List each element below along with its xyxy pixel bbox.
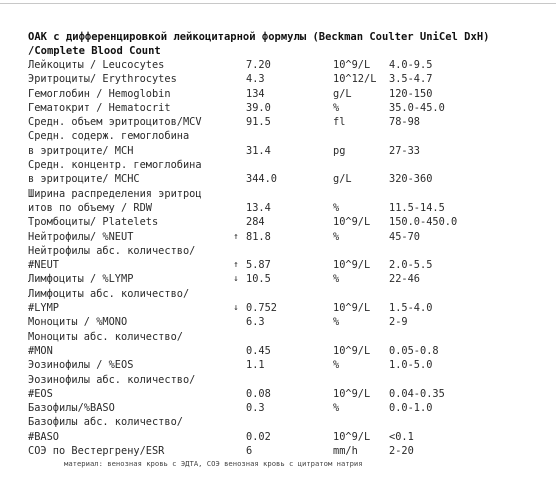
result-value: 6.3 (246, 316, 265, 329)
reference-range: 4.0-9.5 (389, 59, 433, 71)
table-row (28, 215, 548, 229)
result-unit: % (333, 402, 340, 415)
table-row (28, 315, 548, 329)
result-unit: 10^9/L (333, 216, 371, 229)
result-unit: pg (333, 144, 346, 157)
result-unit: g/L (333, 87, 352, 100)
result-value: 0.02 (246, 430, 271, 443)
result-value: 344.0 (246, 173, 277, 186)
table-row (28, 244, 548, 258)
report-title-line-2: /Complete Blood Count (28, 45, 161, 57)
test-name: Эозинофилы / %EOS (28, 359, 134, 372)
table-row (28, 258, 548, 272)
reference-range: 0.05-0.8 (389, 344, 439, 357)
result-value: 31.4 (246, 144, 271, 157)
result-unit: g/L (333, 173, 352, 186)
table-row (28, 401, 548, 415)
result-unit: % (333, 201, 340, 214)
reference-range: 320-360 (389, 173, 433, 186)
test-name: Средн. концентр. гемоглобина (28, 159, 202, 172)
test-name: Эозинофилы абс. количество/ (28, 373, 196, 386)
table-row (28, 58, 548, 72)
table-row (28, 115, 548, 129)
page-top-divider (0, 3, 556, 4)
test-name: Моноциты / %MONO (28, 316, 128, 329)
table-row (28, 272, 548, 286)
result-unit: % (333, 359, 340, 372)
result-value: 13.4 (246, 201, 271, 214)
table-row (28, 287, 548, 301)
table-row (28, 230, 548, 244)
abnormal-flag-icon: ↑ (233, 231, 239, 242)
reference-range: 78-98 (389, 116, 420, 129)
test-name: Эритроциты/ Erythrocytes (28, 73, 177, 86)
reference-range: 3.5-4.7 (389, 73, 433, 86)
result-value: 0.45 (246, 344, 271, 357)
table-row (28, 301, 548, 315)
test-name: в эритроците/ MCHC (28, 173, 140, 186)
report-title (28, 30, 548, 58)
reference-range: 1.0-5.0 (389, 359, 433, 372)
reference-range: 11.5-14.5 (389, 201, 445, 214)
test-name: в эритроците/ MCH (28, 144, 134, 157)
table-row (28, 144, 548, 158)
reference-range: 35.0-45.0 (389, 101, 445, 114)
test-name: Средн. содерж. гемоглобина (28, 130, 190, 143)
abnormal-flag-icon: ↓ (233, 303, 239, 314)
table-row (28, 87, 548, 101)
table-row (28, 373, 548, 387)
result-value: 0.752 (246, 302, 277, 315)
reference-range: 120-150 (389, 87, 433, 100)
reference-range: 1.5-4.0 (389, 302, 433, 315)
table-row (28, 430, 548, 444)
results-table (28, 58, 548, 458)
result-unit: 10^9/L (333, 344, 371, 357)
reference-range: 45-70 (389, 230, 420, 243)
result-unit: mm/h (333, 445, 358, 458)
result-value: 0.08 (246, 387, 271, 400)
reference-range: 27-33 (389, 144, 420, 157)
test-name: СОЭ по Вестергрену/ESR (28, 445, 165, 458)
result-value: 91.5 (246, 116, 271, 129)
test-name: Моноциты абс. количество/ (28, 330, 183, 343)
table-row (28, 330, 548, 344)
reference-range: 2-9 (389, 316, 408, 329)
result-unit: % (333, 273, 340, 286)
reference-range: 150.0-450.0 (389, 216, 458, 229)
table-row (28, 344, 548, 358)
test-name: Гематокрит / Hematocrit (28, 101, 171, 114)
reference-range: 2-20 (389, 445, 414, 458)
report-title-line-1: ОАК с дифференцировкой лейкоцитарной формулы (Beckman Coulter UniCel DxH) (28, 31, 490, 43)
test-name: Лимфоциты абс. количество/ (28, 287, 190, 300)
test-name: Средн. объем эритроцитов/MCV (28, 116, 202, 129)
test-name: Гемоглобин / Hemoglobin (28, 87, 171, 100)
test-name: Нейтрофилы/ %NEUT (28, 230, 134, 243)
table-row (28, 187, 548, 201)
result-value: 10.5 (246, 273, 271, 286)
test-name: Базофилы абс. количество/ (28, 416, 183, 429)
table-row (28, 129, 548, 143)
test-name: Нейтрофилы абс. количество/ (28, 244, 196, 257)
test-name: #NEUT (28, 259, 59, 272)
abnormal-flag-icon: ↑ (233, 260, 239, 271)
table-row (28, 444, 548, 458)
result-value: 6 (246, 445, 253, 458)
table-row (28, 201, 548, 215)
reference-range: 0.0-1.0 (389, 402, 433, 415)
result-value: 134 (246, 87, 265, 100)
result-unit: % (333, 316, 340, 329)
result-value: 4.3 (246, 73, 265, 86)
test-name: Тромбоциты/ Platelets (28, 216, 159, 229)
test-name: итов по объему / RDW (28, 201, 152, 214)
reference-range: 0.04-0.35 (389, 387, 445, 400)
result-unit: % (333, 101, 340, 114)
test-name: Лимфоциты / %LYMP (28, 273, 134, 286)
result-unit: 10^9/L (333, 430, 371, 443)
result-value: 284 (246, 216, 265, 229)
result-unit: % (333, 230, 340, 243)
result-unit: 10^9/L (333, 387, 371, 400)
result-unit: 10^9/L (333, 59, 371, 71)
result-value: 5.87 (246, 259, 271, 272)
test-name: Базофилы/%BASO (28, 402, 115, 415)
reference-range: 22-46 (389, 273, 420, 286)
reference-range: <0.1 (389, 430, 414, 443)
result-unit: fl (333, 116, 346, 129)
result-unit: 10^12/L (333, 73, 377, 86)
test-name: #LYMP (28, 302, 59, 315)
table-row (28, 358, 548, 372)
result-unit: 10^9/L (333, 259, 371, 272)
table-row (28, 172, 548, 186)
result-unit: 10^9/L (333, 302, 371, 315)
specimen-footnote: материал: венозная кровь с ЭДТА, СОЭ венозная кровь с цитратом натрия (64, 459, 363, 468)
test-name: Лейкоциты / Leucocytes (28, 59, 165, 71)
test-name: Ширина распределения эритроц (28, 187, 202, 200)
test-name: #BASO (28, 430, 59, 443)
result-value: 7.20 (246, 59, 271, 71)
abnormal-flag-icon: ↓ (233, 274, 239, 285)
table-row (28, 101, 548, 115)
table-row (28, 415, 548, 429)
table-row (28, 387, 548, 401)
table-row (28, 158, 548, 172)
result-value: 81.8 (246, 230, 271, 243)
result-value: 39.0 (246, 101, 271, 114)
reference-range: 2.0-5.5 (389, 259, 433, 272)
result-value: 1.1 (246, 359, 265, 372)
test-name: #EOS (28, 387, 53, 400)
test-name: #MON (28, 344, 53, 357)
table-row (28, 72, 548, 86)
result-value: 0.3 (246, 402, 265, 415)
